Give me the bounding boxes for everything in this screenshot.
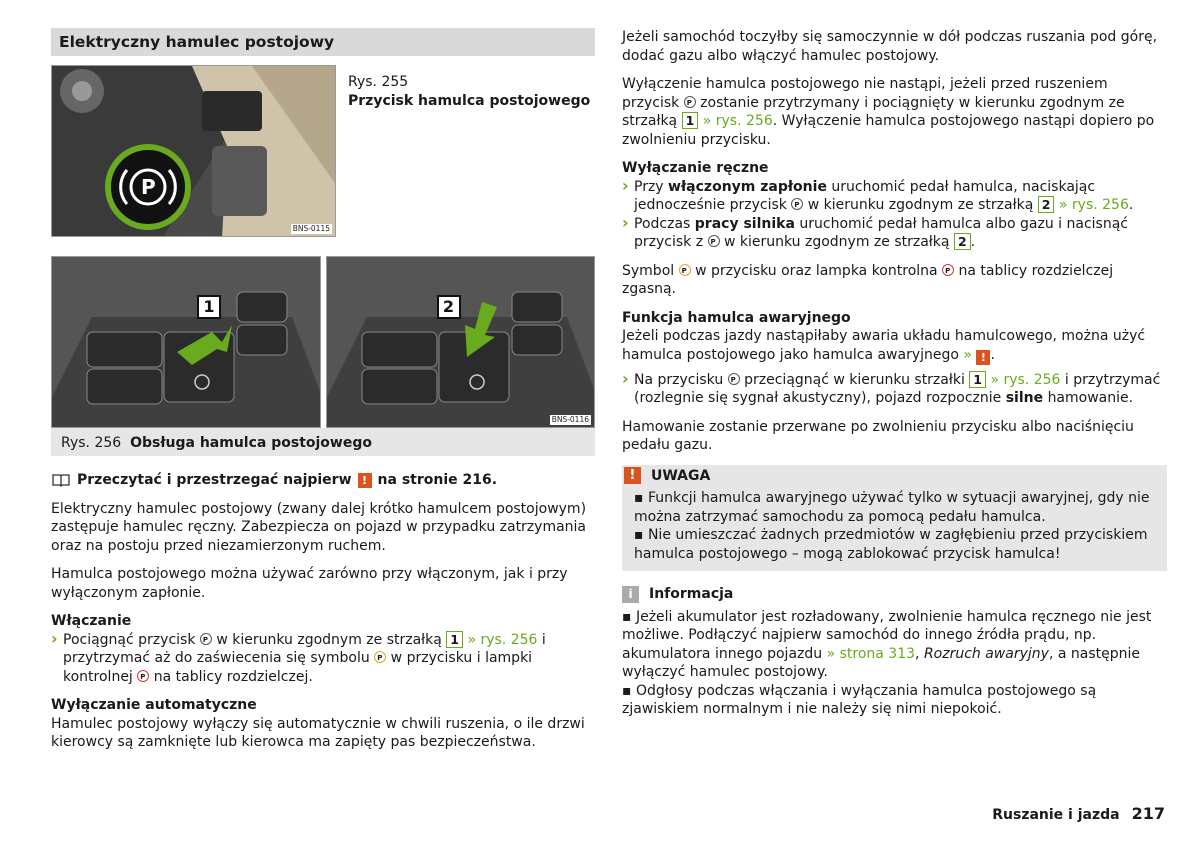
figure-link[interactable]: » rys. 256 [702, 113, 773, 129]
warning-icon: ! [624, 467, 641, 484]
instruction-item: › Pociągnąć przycisk P w kierunku zgodnym ze strzałką 1 » rys. 256 i przytrzymać aż do zaświecenia się symbolu P w przycisku i lampki kontrolnej P na tablicy rozdzielczej. [51, 631, 595, 687]
callout-ref: 2 [1038, 196, 1055, 213]
warning-header [622, 467, 1167, 486]
right-column [622, 28, 1167, 719]
callout-ref: 1 [969, 371, 986, 388]
figure-link[interactable]: » rys. 256 [1058, 197, 1129, 213]
parking-brake-symbol-icon [200, 633, 212, 645]
section-title: Elektryczny hamulec postojowy [51, 28, 595, 56]
paragraph: Wyłączenie hamulca postojowego nie nastąpi, jeżeli przed ruszeniem przycisk P zostanie przytrzymany i pociągnięty w kierunku zgodnym ze strzałką 1 » rys. 256. Wyłączenie hamulca postojowego nastąpi dopiero po zwolnieniu przycisku. [622, 75, 1167, 149]
left-column [51, 28, 595, 752]
figure-link[interactable]: » rys. 256 [467, 631, 538, 648]
warning-icon: ! [976, 350, 990, 365]
parking-brake-button-photo [51, 65, 336, 237]
parking-brake-symbol-icon [684, 96, 696, 108]
figure-number: Rys. 256 [61, 435, 122, 451]
callout-1: 1 [197, 295, 221, 319]
callout-2: 2 [437, 295, 461, 319]
paragraph: Jeżeli podczas jazdy nastąpiłaby awaria układu hamulcowego, można użyć hamulca postojowego jako hamulca awaryjnego » ! . [622, 328, 1146, 364]
info-box [622, 585, 1167, 719]
info-header [622, 585, 1167, 604]
parking-brake-warning-lamp-icon [942, 264, 954, 276]
warning-link[interactable]: » [963, 346, 972, 363]
figure-255-caption [336, 65, 590, 237]
paragraph: Jeżeli samochód toczyłby się samoczynnie w dół podczas ruszania pod górę, dodać gazu albo włączyć hamulec postojowy. [622, 29, 1158, 64]
parking-brake-symbol-icon [708, 235, 720, 247]
subheading: Wyłączanie automatyczne [51, 697, 257, 713]
warning-title: UWAGA [651, 467, 711, 484]
brake-operation-photo-2 [326, 256, 596, 428]
callout-ref: 1 [682, 112, 699, 129]
paragraph: Hamulca postojowego można używać zarówno przy włączonym, jak i przy wyłączonym zapłonie. [51, 566, 568, 601]
figure-title: Obsługa hamulca postojowego [130, 435, 372, 451]
warning-box [622, 465, 1167, 572]
parking-brake-orange-icon [679, 264, 691, 276]
warning-item: ▪ Nie umieszczać żadnych przedmiotów w zagłębieniu przed przyciskiem hamulca postojowego – mogą zablokować przycisk hamulca! [634, 527, 1148, 562]
subheading: Funkcja hamulca awaryjnego [622, 309, 851, 326]
paragraph: Hamowanie zostanie przerwane po zwolnieniu przycisku albo naciśnięciu pedału gazu. [622, 418, 1134, 453]
subheading: Wyłączanie ręczne [622, 160, 769, 176]
brake-operation-photo-1 [51, 256, 321, 428]
parking-brake-warning-lamp-icon [137, 670, 149, 682]
info-title: Informacja [649, 586, 734, 602]
brake-pull-illustration [52, 257, 321, 428]
figure-id: BNS-0115 [292, 224, 330, 233]
instruction-item: › Podczas pracy silnika uruchomić pedał hamulca albo gazu i nacisnąć przycisk z P w kierunku zgodnym ze strzałką 2 . [622, 215, 1167, 252]
page-footer [992, 805, 1165, 825]
callout-ref: 2 [954, 233, 971, 250]
footer-section: Ruszanie i jazda [992, 807, 1120, 823]
figure-256-caption [51, 428, 595, 456]
figure-number: Rys. 255 [348, 74, 409, 90]
parking-brake-orange-icon [374, 651, 386, 663]
figure-256-images [51, 256, 595, 428]
instruction-item: › Na przycisku P przeciągnąć w kierunku strzałki 1 » rys. 256 i przytrzymać (rozlegnie się sygnał akustyczny), pojazd rozpocznie silne hamowanie. [622, 371, 1167, 408]
page-link[interactable]: » strona 313 [826, 645, 916, 662]
figure-id: BNS-0116 [551, 415, 589, 424]
read-first-note: Przeczytać i przestrzegać najpierw ! na stronie 216. [51, 471, 595, 490]
figure-title: Przycisk hamulca postojowego [348, 92, 591, 109]
info-icon: i [622, 586, 639, 603]
brake-press-illustration [327, 257, 596, 428]
parking-brake-symbol-icon [728, 373, 740, 385]
figure-link[interactable]: » rys. 256 [990, 371, 1061, 388]
svg-text:P: P [141, 175, 156, 199]
warning-icon: ! [358, 473, 372, 488]
paragraph: Elektryczny hamulec postojowy (zwany dalej krótko hamulcem postojowym) zastępuje hamulec ręczny. Zabezpiecza on pojazd w przypadku zatrzymania oraz na postoju przed niezamierzonym ruchem. [51, 500, 587, 554]
info-item: ▪ Jeżeli akumulator jest rozładowany, zwolnienie hamulca ręcznego nie jest możliwe. Podłączyć najpierw samochód do innego źródła prądu, np. akumulatora innego pojazdu » strona 313, Rozruch awaryjny, a następnie wyłączyć hamulec postojowy. [622, 608, 1152, 680]
callout-ref: 1 [446, 631, 463, 648]
parking-brake-symbol-icon [791, 198, 803, 210]
subheading: Włączanie [51, 613, 132, 629]
page-reference[interactable]: na stronie 216. [377, 472, 498, 488]
instruction-item: › Przy włączonym zapłonie uruchomić pedał hamulca, naciskając jednocześnie przycisk P w kierunku zgodnym ze strzałką 2 » rys. 256. [622, 178, 1167, 215]
page-number: 217 [1131, 804, 1165, 823]
paragraph: Symbol P w przycisku oraz lampka kontrolna P na tablicy rozdzielczej zgasną. [622, 262, 1167, 299]
console-illustration [52, 66, 336, 237]
warning-item: ▪ Funkcji hamulca awaryjnego używać tylko w sytuacji awaryjnej, gdy nie można zatrzymać samochodu za pomocą pedału hamulca. [634, 490, 1150, 525]
book-icon [51, 472, 71, 488]
info-item: ▪ Odgłosy podczas włączania i wyłączania hamulca postojowego są zjawiskiem normalnym i nie należy się nimi niepokoić. [622, 682, 1097, 717]
paragraph: Hamulec postojowy wyłączy się automatycznie w chwili ruszenia, o ile drzwi kierowcy są zamknięte lub kierowca ma zapięty pas bezpieczeństwa. [51, 715, 585, 750]
figure-255 [51, 65, 595, 237]
